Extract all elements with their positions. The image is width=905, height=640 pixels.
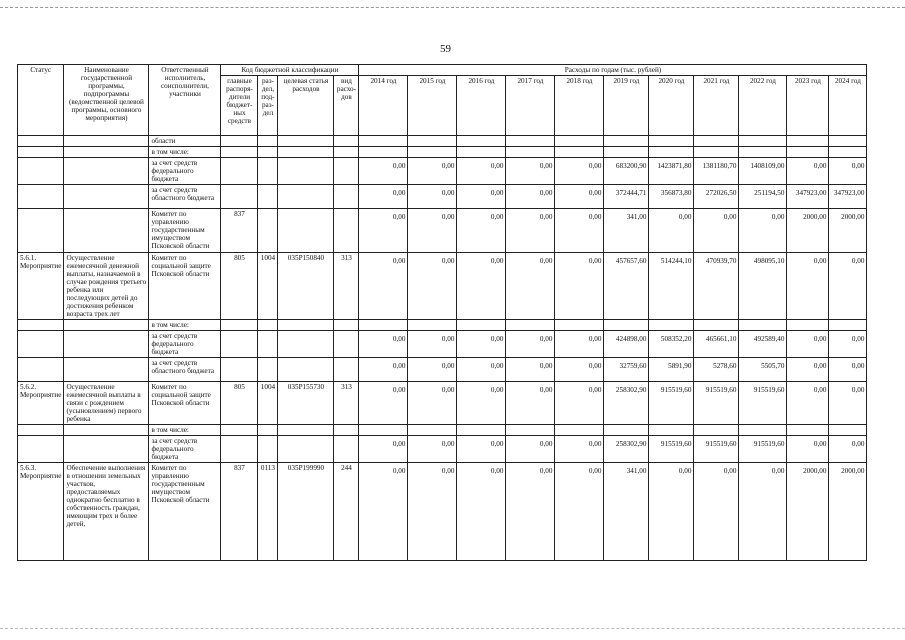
row-value [457,425,506,436]
row-value [829,147,867,158]
row-value: 272026,50 [694,185,739,209]
row-value: 0,00 [359,331,408,358]
row-rzpr [258,425,278,436]
col-name: Наименование государственной программы, подпрограммы (ведомственной целевой программы, основного мероприятия) [64,65,149,136]
row-value: 424898,00 [604,331,649,358]
row-value: 0,00 [408,358,457,382]
row-value [739,147,787,158]
row-executor: Комитет по социальной защите Псковской области [149,382,221,425]
row-value [649,425,694,436]
row-value: 915519,60 [739,436,787,463]
row-value [506,136,555,147]
page-number: 59 [440,43,451,55]
col-year: 2022 год [739,76,787,136]
row-rzpr [258,136,278,147]
row-vr [334,136,359,147]
row-csr [278,147,334,158]
row-value [694,320,739,331]
row-value: 0,00 [359,253,408,320]
row-vr [334,358,359,382]
row-grbs [221,331,258,358]
row-vr [334,425,359,436]
col-year: 2015 год [408,76,457,136]
row-value: 0,00 [408,209,457,253]
row-value [359,136,408,147]
row-value [506,147,555,158]
row-vr [334,185,359,209]
row-rzpr [258,331,278,358]
row-value: 32759,60 [604,358,649,382]
row-value: 356873,80 [649,185,694,209]
row-value: 2000,00 [787,209,829,253]
row-grbs: 837 [221,463,258,561]
col-year: 2023 год [787,76,829,136]
row-grbs [221,136,258,147]
table-row [18,425,867,436]
row-csr [278,436,334,463]
row-value: 1423871,80 [649,158,694,185]
row-status: 5.6.3. Мероприятие [18,463,64,561]
row-value: 0,00 [829,331,867,358]
row-value: 0,00 [408,158,457,185]
row-status [18,425,64,436]
row-value: 0,00 [506,358,555,382]
row-value: 0,00 [457,209,506,253]
row-grbs [221,147,258,158]
row-csr [278,158,334,185]
row-csr: 035P199990 [278,463,334,561]
col-year: 2014 год [359,76,408,136]
row-csr [278,185,334,209]
table-row [18,136,867,147]
row-value [739,320,787,331]
row-name: Осуществление ежемесячной денежной выплаты, назначаемой в случае рождения третьего ребенка или последующих детей до достижения ребенком возраста трех лет [64,253,149,320]
row-vr [334,320,359,331]
row-value: 0,00 [739,463,787,561]
row-value [408,425,457,436]
row-value: 251194,50 [739,185,787,209]
row-value [829,136,867,147]
row-value [506,320,555,331]
row-value: 0,00 [829,253,867,320]
row-value: 0,00 [506,253,555,320]
table-row [18,158,867,185]
row-value: 0,00 [787,358,829,382]
row-value: 0,00 [694,209,739,253]
col-year: 2019 год [604,76,649,136]
row-rzpr [258,158,278,185]
row-executor: в том числе: [149,425,221,436]
row-value: 0,00 [555,331,604,358]
row-value: 5505,70 [739,358,787,382]
row-name [64,436,149,463]
row-value: 0,00 [506,382,555,425]
row-name: Осуществление ежемесячной выплаты в связи с рождением (усыновлением) первого ребенка [64,382,149,425]
row-status [18,209,64,253]
row-value [787,425,829,436]
row-value: 1408109,00 [739,158,787,185]
table-row [18,209,867,253]
row-value [649,320,694,331]
row-value [829,320,867,331]
row-value [555,147,604,158]
row-status [18,158,64,185]
row-value: 683200,90 [604,158,649,185]
table-row [18,463,867,561]
row-value: 0,00 [408,463,457,561]
col-grbs: главные распоря-дители бюджет-ных средств [221,76,258,136]
row-value: 0,00 [555,358,604,382]
row-executor: за счет средств областного бюджета [149,358,221,382]
row-csr [278,331,334,358]
row-value [829,425,867,436]
row-value: 1381180,70 [694,158,739,185]
row-grbs [221,320,258,331]
row-value [555,320,604,331]
row-executor: Комитет по социальной защите Псковской области [149,253,221,320]
row-name [64,425,149,436]
row-value: 347923,00 [829,185,867,209]
row-status [18,185,64,209]
row-value: 0,00 [506,209,555,253]
row-grbs: 805 [221,253,258,320]
row-value: 0,00 [457,463,506,561]
row-value: 0,00 [694,463,739,561]
row-value: 0,00 [457,331,506,358]
row-name [64,358,149,382]
row-value: 0,00 [359,436,408,463]
row-vr [334,331,359,358]
row-status [18,331,64,358]
row-value: 470939,70 [694,253,739,320]
row-vr: 313 [334,253,359,320]
table-row [18,253,867,320]
row-value: 508352,20 [649,331,694,358]
row-name [64,209,149,253]
row-rzpr [258,436,278,463]
row-value [739,425,787,436]
row-value: 457657,60 [604,253,649,320]
row-value: 915519,60 [694,436,739,463]
row-vr [334,158,359,185]
row-value: 0,00 [359,358,408,382]
row-value [604,147,649,158]
col-rzpr: раз-дел, под-раз-дел [258,76,278,136]
row-value: 2000,00 [787,463,829,561]
row-value: 0,00 [787,382,829,425]
row-executor: за счет средств областного бюджета [149,185,221,209]
row-csr [278,425,334,436]
col-year: 2016 год [457,76,506,136]
row-value: 0,00 [506,436,555,463]
table-row [18,320,867,331]
row-csr [278,209,334,253]
row-value [408,147,457,158]
row-value: 0,00 [555,253,604,320]
row-vr: 313 [334,382,359,425]
row-vr [334,436,359,463]
row-value: 915519,60 [739,382,787,425]
row-status [18,320,64,331]
row-value [359,320,408,331]
row-value [649,136,694,147]
row-executor: области [149,136,221,147]
row-value: 0,00 [829,358,867,382]
row-value: 0,00 [555,463,604,561]
col-year: 2018 год [555,76,604,136]
row-csr: 035P150840 [278,253,334,320]
row-value: 0,00 [408,331,457,358]
row-status [18,147,64,158]
row-rzpr [258,185,278,209]
row-csr [278,358,334,382]
row-value [604,425,649,436]
row-value [555,136,604,147]
row-value [359,147,408,158]
table-row [18,185,867,209]
row-value: 0,00 [649,463,694,561]
row-value: 0,00 [457,382,506,425]
row-value: 915519,60 [694,382,739,425]
row-rzpr: 1004 [258,253,278,320]
row-status: 5.6.1. Мероприятие [18,253,64,320]
row-status: 5.6.2. Мероприятие [18,382,64,425]
row-executor: за счет средств федерального бюджета [149,331,221,358]
row-value: 0,00 [408,436,457,463]
row-value: 0,00 [457,436,506,463]
row-csr [278,136,334,147]
row-value [408,136,457,147]
row-value: 0,00 [555,382,604,425]
row-value: 0,00 [506,158,555,185]
row-value: 0,00 [555,209,604,253]
row-name [64,158,149,185]
row-value [506,425,555,436]
table-row [18,436,867,463]
col-budget-code: Код бюджетной классификации [221,65,359,76]
row-value [604,136,649,147]
row-value [694,136,739,147]
row-csr [278,320,334,331]
row-grbs: 837 [221,209,258,253]
row-grbs [221,358,258,382]
row-value: 0,00 [506,331,555,358]
row-value: 0,00 [555,185,604,209]
col-year: 2024 год [829,76,867,136]
row-value: 0,00 [787,331,829,358]
row-grbs [221,158,258,185]
row-value: 915519,60 [649,382,694,425]
row-name [64,136,149,147]
row-value: 258302,90 [604,382,649,425]
row-value [555,425,604,436]
row-rzpr [258,358,278,382]
row-value [604,320,649,331]
row-value: 347923,00 [787,185,829,209]
row-value: 341,00 [604,463,649,561]
row-value [649,147,694,158]
row-value: 0,00 [787,158,829,185]
budget-table [17,64,867,561]
row-value [739,136,787,147]
row-value [694,425,739,436]
row-value: 514244,10 [649,253,694,320]
row-executor: Комитет по управлению государственным имуществом Псковской области [149,463,221,561]
row-value [694,147,739,158]
row-value: 341,00 [604,209,649,253]
row-value: 498095,10 [739,253,787,320]
row-name: Обеспечение выполнения в отношении земельных участков, предоставляемых однократно бесплатно в собственность граждан, имеющим трех и более детей, [64,463,149,561]
row-value: 0,00 [359,463,408,561]
row-grbs: 805 [221,382,258,425]
row-value: 258302,90 [604,436,649,463]
row-grbs [221,185,258,209]
row-value: 0,00 [408,253,457,320]
row-value: 0,00 [359,158,408,185]
row-value: 0,00 [457,358,506,382]
row-name [64,331,149,358]
row-grbs [221,425,258,436]
row-value: 0,00 [555,158,604,185]
row-value [359,425,408,436]
table-row [18,382,867,425]
row-value [408,320,457,331]
table-row [18,358,867,382]
row-value: 5278,60 [694,358,739,382]
row-status [18,136,64,147]
row-value: 0,00 [408,185,457,209]
row-value: 0,00 [359,209,408,253]
row-csr: 035P155730 [278,382,334,425]
col-year: 2017 год [506,76,555,136]
row-executor: в том числе: [149,147,221,158]
row-value: 0,00 [787,436,829,463]
row-grbs [221,436,258,463]
row-value: 0,00 [829,436,867,463]
col-status: Статус [18,65,64,136]
row-value: 0,00 [829,382,867,425]
row-value: 0,00 [359,382,408,425]
row-vr [334,147,359,158]
row-value: 0,00 [506,185,555,209]
row-rzpr: 0113 [258,463,278,561]
top-scan-edge [0,0,905,8]
table-row [18,147,867,158]
row-value: 465661,10 [694,331,739,358]
row-name [64,320,149,331]
row-rzpr [258,147,278,158]
row-executor: Комитет по управлению государственным имуществом Псковской области [149,209,221,253]
row-value: 0,00 [457,185,506,209]
row-value [457,147,506,158]
table-row [18,331,867,358]
row-value [787,147,829,158]
row-vr [334,209,359,253]
row-value [787,136,829,147]
col-year: 2020 год [649,76,694,136]
row-value: 0,00 [506,463,555,561]
bottom-scan-edge [0,628,905,630]
row-value [787,320,829,331]
col-year: 2021 год [694,76,739,136]
row-rzpr [258,209,278,253]
row-value: 2000,00 [829,463,867,561]
row-value: 0,00 [829,158,867,185]
row-value: 0,00 [555,436,604,463]
row-value: 0,00 [359,185,408,209]
row-value: 372444,71 [604,185,649,209]
row-value: 0,00 [457,158,506,185]
row-value: 0,00 [457,253,506,320]
row-value: 492589,40 [739,331,787,358]
row-value [457,136,506,147]
row-value: 915519,60 [649,436,694,463]
row-rzpr [258,320,278,331]
row-executor: за счет средств федерального бюджета [149,158,221,185]
row-value: 2000,00 [829,209,867,253]
row-status [18,436,64,463]
row-executor: за счет средств федерального бюджета [149,436,221,463]
row-vr: 244 [334,463,359,561]
col-vr: вид расхо-дов [334,76,359,136]
row-value: 0,00 [649,209,694,253]
row-value: 5891,90 [649,358,694,382]
row-name [64,185,149,209]
row-status [18,358,64,382]
row-value: 0,00 [739,209,787,253]
row-executor: в том числе: [149,320,221,331]
row-value: 0,00 [787,253,829,320]
col-csr: целевая статья расходов [278,76,334,136]
col-executor: Ответственный исполнитель, соисполнители, участники [149,65,221,136]
row-rzpr: 1004 [258,382,278,425]
row-value [457,320,506,331]
row-value: 0,00 [408,382,457,425]
row-name [64,147,149,158]
col-expenses: Расходы по годам (тыс. рублей) [359,65,867,76]
